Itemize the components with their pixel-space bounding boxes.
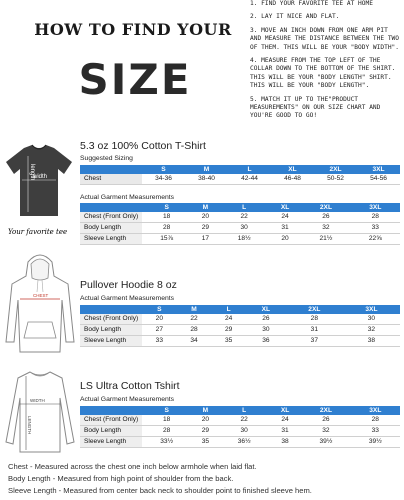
longsleeve-section-title: LS Ultra Cotton Tshirt [80,380,180,392]
instruction-step: 2. LAY IT NICE AND FLAT. [250,13,340,21]
table-row [80,234,400,245]
size-header: 2XL [314,165,357,174]
size-header: S [142,305,177,314]
size-header: XL [271,165,314,174]
table-cell: 29 [191,426,219,437]
table-cell: 32 [343,325,400,336]
row-label: Chest [80,174,142,185]
table-row [80,336,400,347]
tshirt-actual-table [80,203,400,245]
row-label: Chest (Front Only) [80,415,142,426]
table-cell: 54-56 [357,174,400,185]
size-header: M [191,406,219,415]
size-header: M [177,305,212,314]
tshirt-illustration [2,142,76,242]
table-row [80,426,400,437]
table-cell: 24 [269,415,301,426]
table-cell: 31 [269,426,301,437]
instruction-step: 4. MEASURE FROM THE TOP LEFT OF THE COLLAR DOWN TO THE BOTTOM OF THE SHIRT. THIS WILL BE YOUR "BODY LENGTH" SHIRT. THIS WILL BE YOUR "BODY LENGTH". [250,57,396,90]
size-header: 3XL [357,165,400,174]
instruction-step: 5. MATCH IT UP TO THE"PRODUCT MEASUREMENTS" ON OUR SIZE CHART AND YOU'RE GOOD TO GO! [250,95,381,120]
measurement-definitions [8,461,404,498]
table-cell: 38 [343,336,400,347]
table-cell: 31 [286,325,343,336]
tshirt-suggested-label: Suggested Sizing [80,155,133,162]
table-cell: 18½ [220,234,269,245]
tshirt-section-title: 5.3 oz 100% Cotton T-Shirt [80,140,206,152]
table-cell: 37 [286,336,343,347]
size-header: 2XL [301,406,350,415]
table-cell: 24 [211,314,246,325]
table-cell: 20 [142,314,177,325]
tee-caption: Your favorite tee [8,228,68,236]
table-cell: 20 [269,234,301,245]
table-cell: 20 [191,212,219,223]
size-header: L [220,406,269,415]
table-header-row [80,165,400,174]
table-row [80,325,400,336]
tshirt-suggested-table [80,165,400,185]
row-label: Chest (Front Only) [80,212,142,223]
size-header: L [228,165,271,174]
table-cell: 34-36 [142,174,185,185]
table-cell: 22 [220,212,269,223]
tshirt-actual-label: Actual Garment Measurements [80,194,175,201]
hoodie-table [80,305,400,347]
table-cell: 38 [269,437,301,448]
table-cell: 33 [351,426,400,437]
table-cell: 30 [220,223,269,234]
hoodie-chest-label: CHEST [33,293,49,298]
instructions-list [250,0,400,121]
row-label: Body Length [80,325,142,336]
table-cell: 33½ [142,437,191,448]
size-header: 3XL [343,305,400,314]
table-cell: 22⅝ [351,234,400,245]
table-cell: 31 [269,223,301,234]
table-header-row [80,406,400,415]
size-header: M [185,165,228,174]
size-header: XL [246,305,286,314]
table-cell: 20 [191,415,219,426]
row-label: Sleeve Length [80,234,142,245]
table-cell: 32 [301,223,350,234]
row-label: Body Length [80,426,142,437]
size-header: L [220,203,269,212]
tee-width-label: width [33,174,48,180]
table-cell: 35 [211,336,246,347]
table-row [80,314,400,325]
table-cell: 39½ [301,437,350,448]
table-cell: 28 [286,314,343,325]
size-header: S [142,406,191,415]
footnote-sleeve-length: Sleeve Length - Measured from center back neck to shoulder point to finished sleeve hem. [8,486,312,496]
table-cell: 24 [269,212,301,223]
hoodie-illustration [2,252,78,362]
longsleeve-illustration [4,368,80,456]
table-row [80,174,400,185]
longsleeve-actual-label: Actual Garment Measurements [80,396,175,403]
table-cell: 30 [246,325,286,336]
size-header: XL [269,406,301,415]
table-row [80,437,400,448]
size-header: XL [269,203,301,212]
table-cell: 18 [142,415,191,426]
table-cell: 30 [343,314,400,325]
table-row [80,415,400,426]
table-cell: 28 [351,212,400,223]
hoodie-actual-label: Actual Garment Measurements [80,295,175,302]
row-label: Body Length [80,223,142,234]
table-row [80,223,400,234]
size-header: S [142,203,191,212]
instruction-step: 1. FIND YOUR FAVORITE TEE AT HOME [250,0,373,7]
table-cell: 42-44 [228,174,271,185]
size-header: 2XL [301,203,350,212]
footnote-chest: Chest - Measured across the chest one inch below armhole when laid flat. [8,462,257,471]
row-label: Sleeve Length [80,336,142,347]
table-cell: 22 [177,314,212,325]
row-label: Sleeve Length [80,437,142,448]
table-cell: 28 [142,223,191,234]
size-header: L [211,305,246,314]
table-cell: 21½ [301,234,350,245]
page-title-size: SIZE [78,55,192,104]
table-cell: 17 [191,234,219,245]
table-cell: 35 [191,437,219,448]
table-cell: 33 [142,336,177,347]
table-cell: 50-52 [314,174,357,185]
table-cell: 34 [177,336,212,347]
table-cell: 30 [220,426,269,437]
table-cell: 38-40 [185,174,228,185]
footnote-body-length: Body Length - Measured from high point of shoulder from the back. [8,474,234,484]
table-row [80,212,400,223]
size-header: M [191,203,219,212]
table-cell: 18 [142,212,191,223]
row-label: Chest (Front Only) [80,314,142,325]
table-cell: 46-48 [271,174,314,185]
table-cell: 28 [177,325,212,336]
longsleeve-length-label: LENGTH [27,416,32,435]
table-cell: 29 [191,223,219,234]
table-cell: 26 [246,314,286,325]
instruction-step: 3. MOVE AN INCH DOWN FROM ONE ARM PIT AND MEASURE THE DISTANCE BETWEEN THE TWO OF THEM. THIS WILL BE YOUR "BODY WIDTH". [250,26,400,51]
size-header: S [142,165,185,174]
table-cell: 36 [246,336,286,347]
table-cell: 28 [351,415,400,426]
table-cell: 32 [301,426,350,437]
tee-length-label: length [29,164,35,181]
table-cell: 36½ [220,437,269,448]
table-cell: 22 [220,415,269,426]
table-cell: 27 [142,325,177,336]
table-cell: 15⅞ [142,234,191,245]
table-cell: 33 [351,223,400,234]
page-title: HOW TO FIND YOUR [34,20,232,39]
size-header: 2XL [286,305,343,314]
table-cell: 28 [142,426,191,437]
size-header: 3XL [351,203,400,212]
longsleeve-width-label: WIDTH [30,398,45,403]
table-header-row [80,203,400,212]
table-header-row [80,305,400,314]
longsleeve-table [80,406,400,448]
table-cell: 26 [301,212,350,223]
table-cell: 39½ [351,437,400,448]
table-cell: 29 [211,325,246,336]
size-header: 3XL [351,406,400,415]
hoodie-section-title: Pullover Hoodie 8 oz [80,279,177,291]
table-cell: 26 [301,415,350,426]
